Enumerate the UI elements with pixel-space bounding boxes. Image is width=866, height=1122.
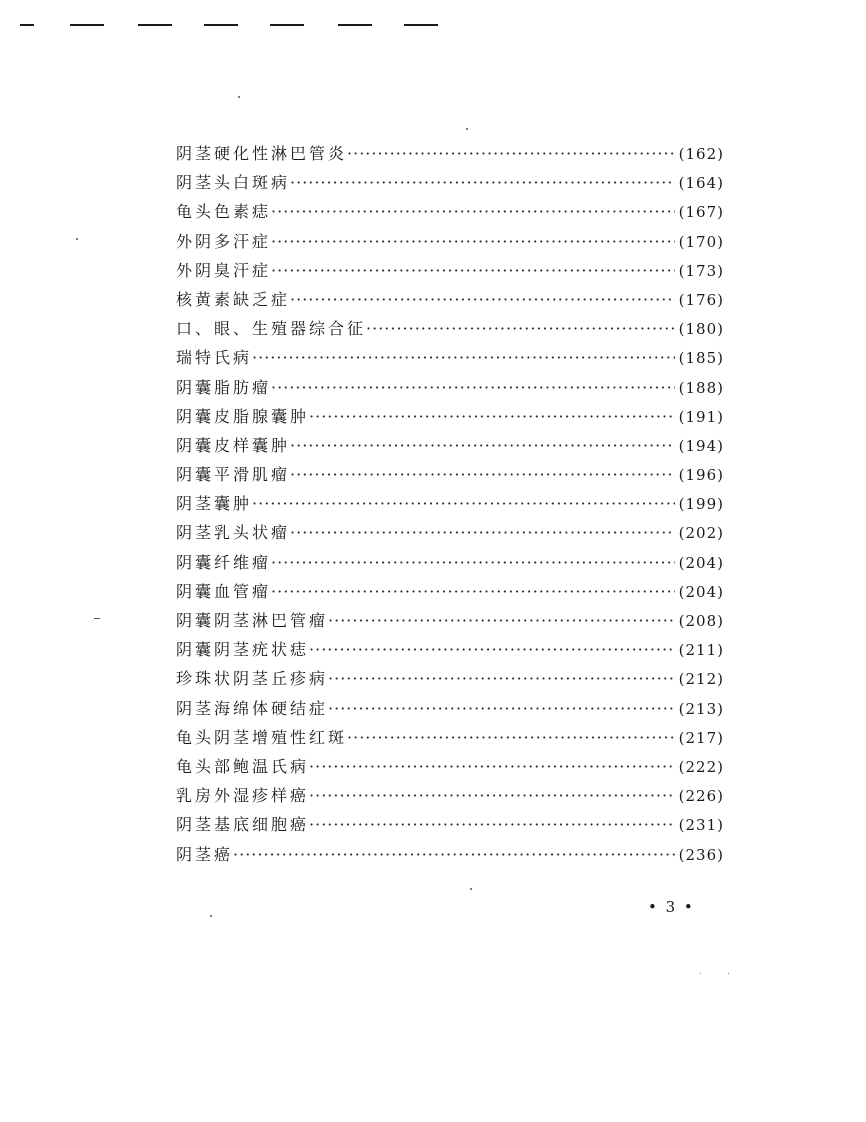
scan-speck — [728, 973, 729, 974]
toc-entry-title: 阴茎乳头状瘤 — [176, 523, 291, 543]
toc-entry — [176, 256, 724, 285]
toc-entry-page: (204) — [678, 553, 724, 572]
toc-dot-leader — [347, 139, 675, 168]
toc-entry-page: (211) — [678, 641, 724, 660]
toc-entry — [176, 840, 724, 869]
toc-entry-title: 阴茎海绵体硬结症 — [176, 698, 329, 718]
toc-entry — [176, 810, 724, 839]
toc-entry — [176, 460, 724, 489]
toc-dot-leader — [252, 343, 675, 372]
toc-entry — [176, 723, 724, 752]
scan-speck — [94, 618, 100, 619]
toc-entry-title: 珍珠状阴茎丘疹病 — [176, 669, 329, 689]
toc-dot-leader — [271, 548, 675, 577]
page-number: • 3 • — [648, 898, 695, 916]
toc-entry — [176, 139, 724, 168]
toc-dot-leader — [271, 227, 675, 256]
toc-entry — [176, 752, 724, 781]
toc-entry-page: (204) — [678, 582, 724, 601]
toc-entry — [176, 402, 724, 431]
toc-entry-page: (185) — [678, 349, 724, 368]
toc-entry-page: (213) — [678, 699, 724, 718]
toc-entry-page: (236) — [678, 845, 724, 864]
toc-entry-page: (180) — [678, 320, 724, 339]
toc-entry-page: (217) — [678, 728, 724, 747]
toc-entry — [176, 314, 724, 343]
toc-dot-leader — [271, 577, 675, 606]
toc-dot-leader — [271, 197, 675, 226]
top-dashed-rule — [0, 0, 866, 40]
toc-entry-title: 阴囊皮样囊肿 — [176, 435, 291, 455]
toc-entry-page: (162) — [678, 145, 724, 163]
toc-entry-title: 阴茎硬化性淋巴管炎 — [176, 144, 348, 163]
toc-dot-leader — [347, 723, 675, 752]
toc-entry-title: 阴茎头白斑病 — [176, 173, 291, 193]
scan-speck — [470, 888, 472, 890]
toc-entry-page: (222) — [678, 757, 724, 776]
toc-entry — [176, 489, 724, 518]
toc-dot-leader — [309, 810, 675, 839]
toc-entry — [176, 197, 724, 226]
toc-entry-title: 龟头部鲍温氏病 — [176, 756, 310, 776]
toc-entry — [176, 635, 724, 664]
toc-dot-leader — [366, 314, 675, 343]
toc-dot-leader — [290, 518, 675, 547]
toc-entry-page: (170) — [678, 232, 724, 251]
rule-dash — [138, 24, 172, 26]
toc-entry-title: 阴茎癌 — [176, 844, 234, 864]
toc-dot-leader — [252, 489, 675, 518]
toc-dot-leader — [328, 694, 675, 723]
table-of-contents — [176, 139, 724, 869]
toc-entry-title: 外阴臭汗症 — [176, 260, 272, 280]
toc-entry-title: 瑞特氏病 — [176, 348, 253, 368]
toc-entry — [176, 518, 724, 547]
toc-entry-page: (176) — [678, 290, 724, 309]
toc-entry-title: 阴囊皮脂腺囊肿 — [176, 406, 310, 426]
toc-entry — [176, 285, 724, 314]
scan-speck — [76, 238, 78, 240]
rule-dash — [204, 24, 238, 26]
toc-entry-title: 阴囊纤维瘤 — [176, 552, 272, 572]
toc-entry — [176, 664, 724, 693]
toc-entry-page: (212) — [678, 670, 724, 689]
toc-dot-leader — [328, 664, 675, 693]
toc-entry — [176, 606, 724, 635]
scan-speck — [466, 128, 468, 130]
toc-dot-leader — [309, 402, 675, 431]
rule-dash — [270, 24, 304, 26]
toc-entry-page: (164) — [678, 174, 724, 193]
toc-entry — [176, 781, 724, 810]
toc-dot-leader — [233, 840, 675, 869]
toc-entry-page: (194) — [678, 436, 724, 455]
toc-entry-page: (208) — [678, 612, 724, 630]
toc-entry-title: 阴茎基底细胞癌 — [176, 815, 310, 835]
toc-entry — [176, 227, 724, 256]
toc-dot-leader — [271, 256, 675, 285]
toc-entry — [176, 548, 724, 577]
toc-entry-title: 龟头阴茎增殖性红斑 — [176, 727, 348, 747]
toc-entry-title: 阴囊平滑肌瘤 — [176, 465, 291, 485]
rule-dash — [404, 24, 438, 26]
toc-entry — [176, 168, 724, 197]
toc-entry-title: 阴囊阴茎淋巴管瘤 — [176, 611, 329, 630]
rule-dash — [70, 24, 104, 26]
toc-entry — [176, 694, 724, 723]
scan-speck — [700, 973, 701, 974]
toc-entry-page: (196) — [678, 466, 724, 485]
scan-speck — [210, 915, 212, 917]
toc-entry-page: (188) — [678, 378, 724, 397]
toc-dot-leader — [290, 285, 675, 314]
toc-entry-title: 阴囊阴茎疣状痣 — [176, 640, 310, 660]
toc-entry — [176, 343, 724, 372]
toc-entry-title: 阴囊血管瘤 — [176, 581, 272, 601]
toc-dot-leader — [309, 781, 675, 810]
toc-dot-leader — [309, 635, 675, 664]
toc-entry-title: 阴囊脂肪瘤 — [176, 377, 272, 397]
toc-entry-page: (167) — [678, 203, 724, 222]
toc-dot-leader — [309, 752, 675, 781]
toc-entry-title: 外阴多汗症 — [176, 231, 272, 251]
scan-speck — [238, 96, 240, 98]
toc-dot-leader — [271, 373, 675, 402]
toc-entry-title: 核黄素缺乏症 — [176, 289, 291, 309]
toc-entry — [176, 577, 724, 606]
toc-entry — [176, 431, 724, 460]
toc-entry-title: 阴茎囊肿 — [176, 494, 253, 514]
toc-entry-page: (202) — [678, 524, 724, 543]
toc-entry-page: (191) — [678, 407, 724, 426]
toc-entry-page: (226) — [678, 787, 724, 806]
toc-entry-title: 龟头色素痣 — [176, 202, 272, 222]
toc-entry-page: (173) — [678, 261, 724, 280]
toc-dot-leader — [290, 431, 675, 460]
toc-dot-leader — [328, 606, 675, 635]
toc-entry-page: (199) — [678, 495, 724, 514]
toc-entry-title: 乳房外湿疹样癌 — [176, 786, 310, 806]
toc-dot-leader — [290, 460, 675, 489]
rule-dash — [20, 24, 34, 26]
toc-entry — [176, 373, 724, 402]
toc-entry-title: 口、眼、生殖器综合征 — [176, 319, 367, 339]
rule-dash — [338, 24, 372, 26]
toc-dot-leader — [290, 168, 675, 197]
toc-entry-page: (231) — [678, 816, 724, 835]
